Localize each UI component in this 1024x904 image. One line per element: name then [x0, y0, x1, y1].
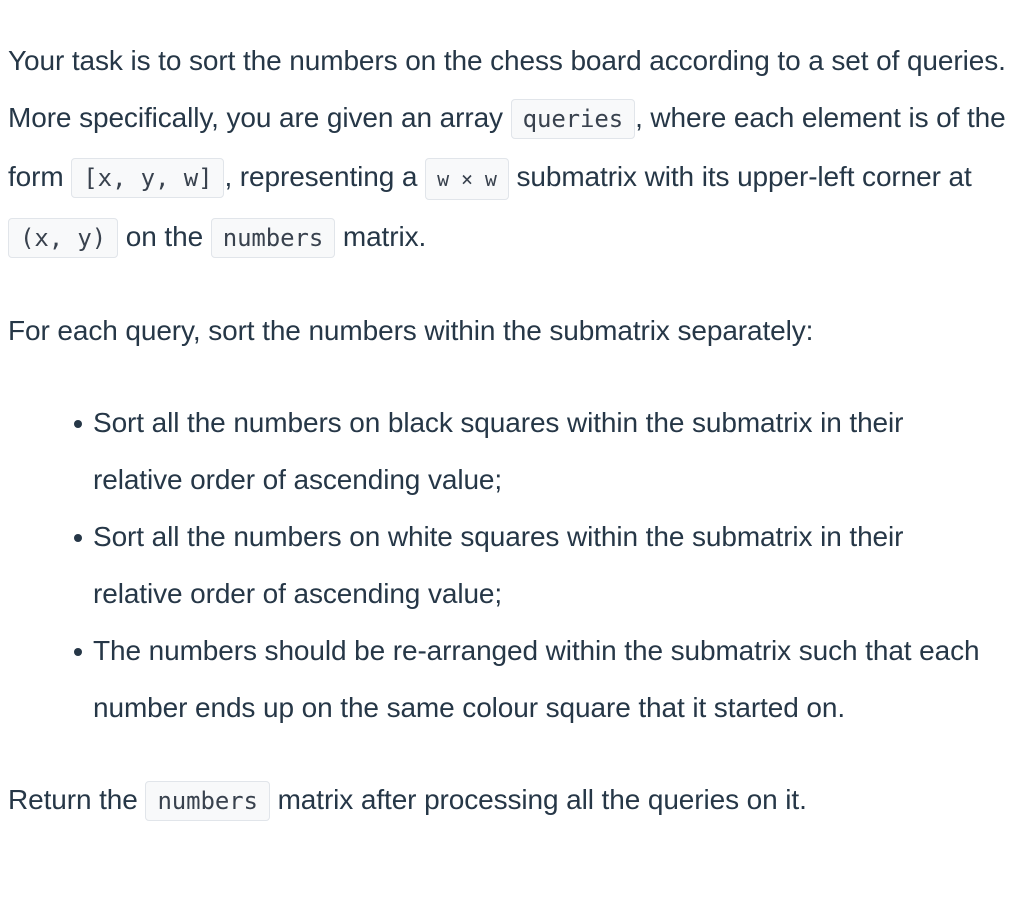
list-item: The numbers should be re-arranged within the submatrix such that each number ends up on the same colour square that it started on. [93, 622, 1016, 736]
text-segment: on the [118, 221, 211, 252]
code-query-form: [x, y, w] [71, 158, 224, 198]
code-numbers: numbers [211, 218, 335, 258]
text-segment: matrix. [335, 221, 427, 252]
code-numbers: numbers [145, 781, 269, 821]
text-segment: , where each element is of the form [8, 102, 1006, 192]
list-item: Sort all the numbers on black squares within the submatrix in their relative order of ascending value; [93, 394, 1016, 508]
sort-rules-list [8, 394, 1016, 736]
code-queries: queries [511, 99, 635, 139]
query-intro-paragraph: For each query, sort the numbers within the submatrix separately: [8, 315, 814, 346]
text-segment: Your task is to sort the numbers on the chess board according to a set of queries. More specifically, you are given an array [8, 45, 1006, 133]
return-paragraph [8, 771, 1016, 830]
code-submatrix-size: w × w [425, 158, 509, 200]
code-corner: (x, y) [8, 218, 118, 258]
text-segment: submatrix with its upper-left corner at [508, 161, 972, 192]
text-segment: matrix after processing all the queries on it. [269, 784, 807, 815]
list-item: Sort all the numbers on white squares within the submatrix in their relative order of ascending value; [93, 508, 1016, 622]
task-paragraph [8, 32, 1016, 267]
text-segment: , representing a [224, 161, 426, 192]
text-segment: Return the [8, 784, 146, 815]
